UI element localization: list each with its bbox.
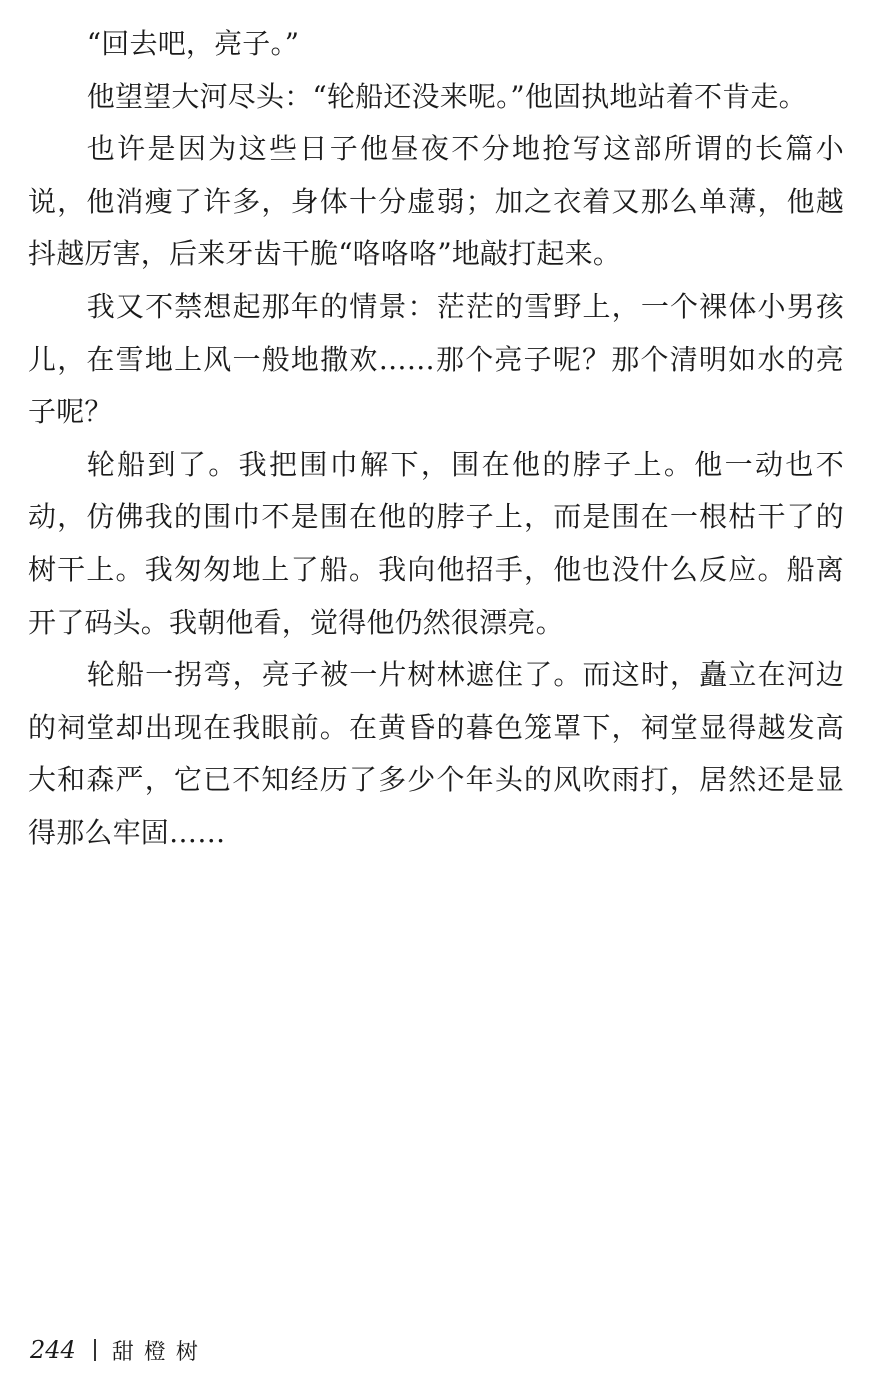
paragraph: 轮船到了。我把围巾解下，围在他的脖子上。他一动也不动，仿佛我的围巾不是围在他的脖子上，而是围在一根枯干了的树干上。我匆匆地上了船。我向他招手，他也没什么反应。船离开了码头。我朝他看，觉得他仍然很漂亮。 [28,447,844,639]
paragraph: 也许是因为这些日子他昼夜不分地抢写这部所谓的长篇小说，他消瘦了许多，身体十分虚弱；加之衣着又那么单薄，他越抖越厉害，后来牙齿干脆“咯咯咯”地敲打起来。 [28,132,844,271]
paragraph: 他望望大河尽头：“轮船还没来呢。”他固执地站着不肯走。 [86,79,807,113]
paragraph: “回去吧，亮子。” [86,27,300,60]
paragraph: 轮船一拐弯，亮子被一片树林遮住了。而这时，矗立在河边的祠堂却出现在我眼前。在黄昏的暮色笼罩下，祠堂显得越发高大和森严，它已不知经历了多少个年头的风吹雨打，居然还是显得那么牢固…… [28,658,844,849]
footer-divider [94,1339,96,1361]
page-footer [30,1332,208,1368]
book-title: 甜橙树 [111,1339,208,1365]
page-body [28,18,844,860]
page-number: 244 [30,1336,76,1364]
paragraph: 我又不禁想起那年的情景：茫茫的雪野上，一个裸体小男孩儿，在雪地上风一般地撒欢……那个亮子呢？那个清明如水的亮子呢？ [28,289,844,429]
